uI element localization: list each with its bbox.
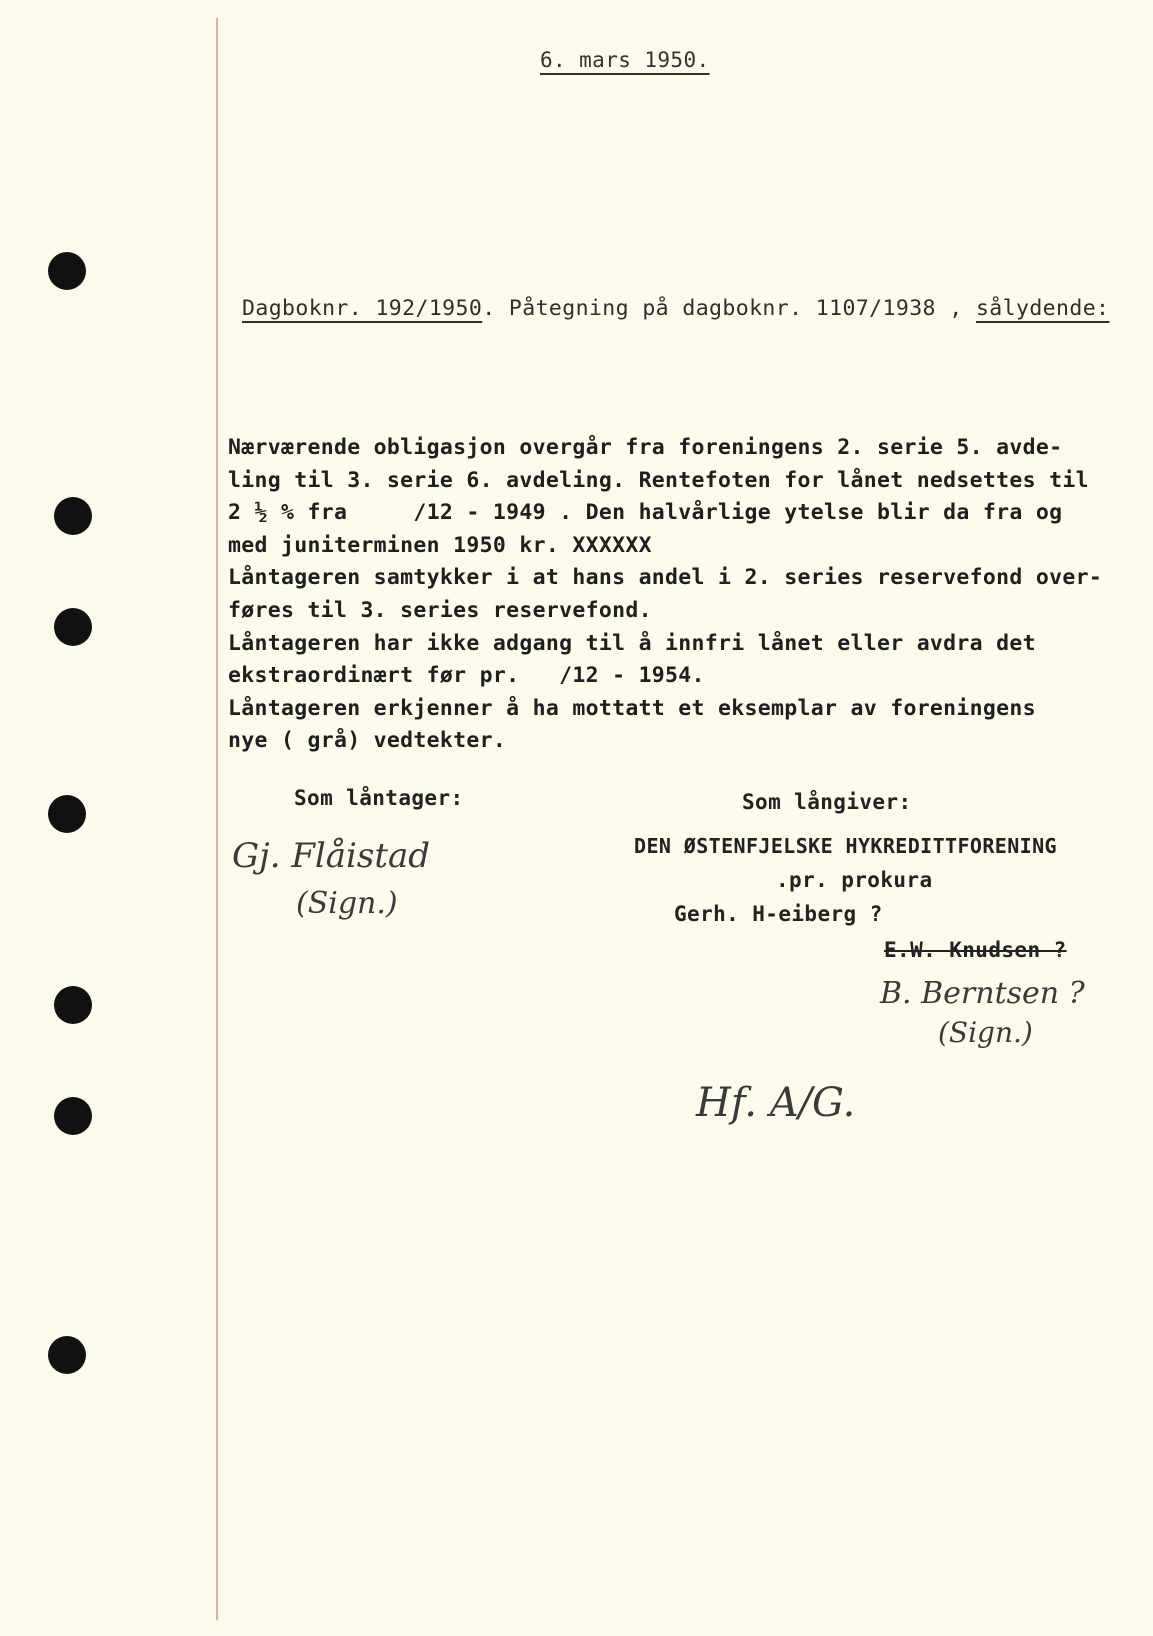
punch-hole	[48, 795, 86, 833]
association-name: DEN ØSTENFJELSKE HYKREDITTFORENING	[634, 834, 1057, 858]
body-line: Nærværende obligasjon overgår fra foreningens 2. serie 5. avde-	[228, 435, 1063, 460]
punch-hole	[54, 1097, 92, 1135]
handwritten-lender-name: B. Berntsen ?	[880, 976, 1085, 1011]
document-date: 6. mars 1950.	[540, 48, 710, 72]
body-line: nye ( grå) vedtekter.	[228, 728, 507, 754]
signer-one: Gerh. H-eiberg ?	[674, 902, 883, 926]
entry-header	[242, 296, 1109, 321]
red-margin-line	[216, 18, 218, 1620]
body-line: ekstraordinært før pr. /12 - 1954.	[228, 663, 705, 689]
body-line: 2 ½ % fra /12 - 1949 . Den halvårlige ytelse blir da fra og	[228, 500, 1063, 526]
borrower-label: Som låntager:	[294, 786, 464, 810]
body-line: føres til 3. series reservefond.	[228, 597, 652, 623]
lender-label: Som långiver:	[742, 790, 912, 814]
handwritten-lender-sign: (Sign.)	[938, 1016, 1033, 1049]
punch-hole	[48, 252, 86, 290]
punch-hole	[54, 497, 92, 535]
body-line: Låntageren erkjenner å ha mottatt et eksemplar av foreningens	[228, 695, 1036, 721]
body-line: ling til 3. serie 6. avdeling. Rentefoten for lånet nedsettes til	[228, 467, 1089, 493]
annotation-reference: . Påtegning på dagboknr. 1107/1938 ,	[482, 296, 976, 321]
handwritten-initials: Hf. A/G.	[696, 1080, 856, 1126]
body-line: med juniterminen 1950 kr. XXXXXX	[228, 532, 652, 558]
punch-hole	[48, 1336, 86, 1374]
reads-as-label: sålydende:	[975, 296, 1110, 321]
handwritten-borrower-sign: (Sign.)	[296, 886, 398, 921]
body-line: Låntageren har ikke adgang til å innfri lånet eller avdra det	[228, 630, 1036, 656]
punch-hole	[54, 986, 92, 1024]
signer-two: E.W. Knudsen ?	[884, 938, 1067, 962]
body-line: Låntageren samtykker i at hans andel i 2. series reservefond over-	[228, 565, 1103, 591]
journal-number: Dagboknr. 192/1950	[242, 296, 483, 321]
handwritten-borrower-name: Gj. Flåistad	[232, 836, 431, 876]
body-paragraph	[228, 432, 1133, 758]
punch-hole	[54, 608, 92, 646]
procura-line: .pr. prokura	[776, 868, 933, 892]
